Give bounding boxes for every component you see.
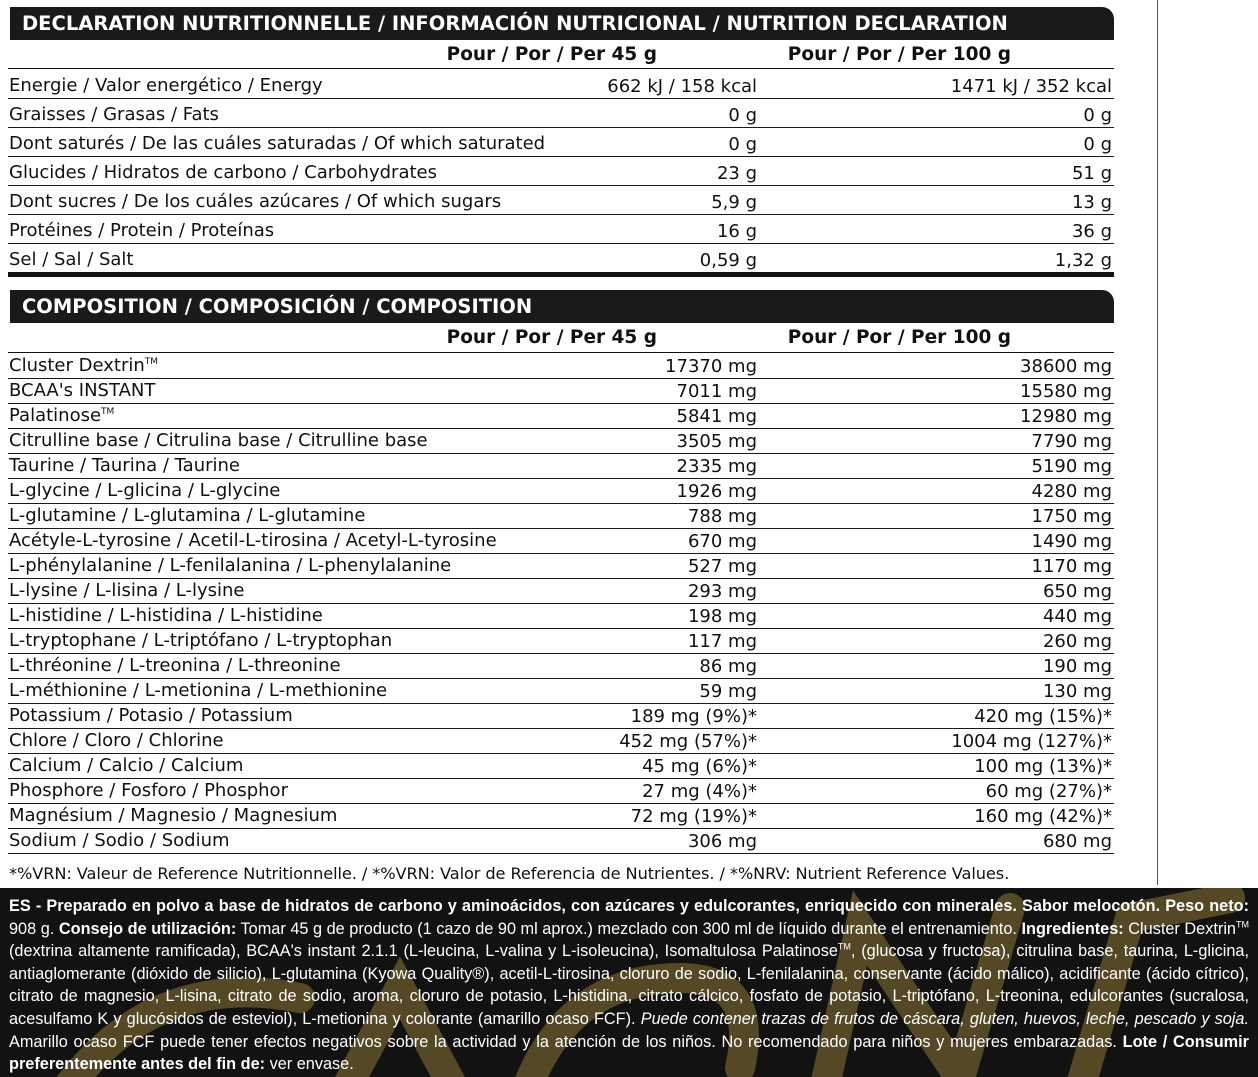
row-label	[9, 830, 230, 851]
table-row	[8, 128, 1114, 157]
value-per-45g: 2335 mg	[676, 456, 757, 477]
row-label	[9, 355, 158, 376]
value-per-45g: 3505 mg	[676, 431, 757, 452]
row-label	[9, 505, 365, 526]
ingredients-panel	[0, 888, 1258, 1077]
row-label	[9, 133, 545, 154]
composition-col-per-45g: Pour / Por / Per 45 g	[446, 327, 657, 348]
trademark-mark: TM	[837, 941, 851, 952]
table-row	[8, 804, 1114, 829]
table-row	[8, 215, 1114, 244]
value-per-45g: 16 g	[716, 221, 757, 242]
row-label-text: Protéines / Protein / Proteínas	[9, 220, 275, 241]
value-per-100g: 36 g	[1071, 221, 1112, 242]
value-per-45g: 198 mg	[687, 606, 757, 627]
value-per-45g: 670 mg	[687, 531, 757, 552]
table-row	[8, 579, 1114, 604]
value-per-45g: 17370 mg	[665, 356, 757, 377]
row-label-text: Energie / Valor energético / Energy	[9, 75, 323, 96]
row-label-text: L-lysine / L-lisina / L-lysine	[9, 580, 245, 601]
value-per-45g: 7011 mg	[676, 381, 757, 402]
ingredients-text-es	[9, 895, 1249, 1076]
value-per-100g: 100 mg (13%)*	[974, 756, 1112, 777]
row-label	[9, 730, 224, 751]
nutrition-col-per-100g: Pour / Por / Per 100 g	[787, 44, 1011, 65]
row-label-text: L-glutamine / L-glutamina / L-glutamine	[9, 505, 366, 526]
row-label-text: Acétyle-L-tyrosine / Acetil-L-tirosina / Acetyl-L-tyrosine	[9, 530, 497, 551]
ingredients-label: Ingredientes:	[1021, 919, 1124, 938]
value-per-100g: 51 g	[1071, 163, 1112, 184]
row-label	[9, 605, 323, 626]
value-per-100g: 12980 mg	[1020, 406, 1112, 427]
value-per-45g: 306 mg	[687, 831, 757, 852]
table-row	[8, 679, 1114, 704]
row-label-text: Calcium / Calcio / Calcium	[9, 755, 244, 776]
value-per-100g: 1471 kJ / 352 kcal	[950, 76, 1112, 97]
lot-label: Lote / Consumir preferentemente antes del fin de:	[9, 1032, 1249, 1074]
allergen-traces: Puede contener trazas de frutos de cáscara, gluten, huevos, leche, pescado y soja.	[640, 1009, 1249, 1028]
value-per-100g: 190 mg	[1042, 656, 1112, 677]
row-label	[9, 680, 387, 701]
row-label-text: BCAA's INSTANT	[9, 380, 156, 401]
divider	[8, 352, 1114, 353]
value-per-45g: 0 g	[728, 134, 757, 155]
value-per-45g: 23 g	[716, 163, 757, 184]
value-per-45g: 662 kJ / 158 kcal	[607, 76, 757, 97]
row-label	[9, 104, 219, 125]
row-label	[9, 530, 497, 551]
value-per-45g: 27 mg (4%)*	[642, 781, 757, 802]
value-per-100g: 260 mg	[1042, 631, 1112, 652]
table-row	[8, 529, 1114, 554]
row-label-text: Palatinose	[9, 405, 102, 426]
row-label	[9, 191, 501, 212]
table-row	[8, 554, 1114, 579]
row-label-text: Dont saturés / De las cuáles saturadas / Of which saturated	[9, 133, 546, 154]
row-label-text: Taurine / Taurina / Taurine	[9, 455, 240, 476]
value-per-45g: 117 mg	[687, 631, 757, 652]
table-row	[8, 629, 1114, 654]
row-label	[9, 755, 243, 776]
value-per-45g: 86 mg	[699, 656, 757, 677]
trademark-mark: TM	[1236, 919, 1249, 930]
value-per-45g: 45 mg (6%)*	[642, 756, 757, 777]
footnote: *%VRN: Valeur de Reference Nutritionnelle. / *%VRN: Valor de Referencia de Nutrientes. / *%NRV: Nutrient Reference Values.	[9, 864, 1010, 883]
row-label	[9, 580, 245, 601]
row-label-text: L-phénylalanine / L-fenilalanina / L-phenylalanine	[9, 555, 452, 576]
table-row	[8, 157, 1114, 186]
row-label	[9, 630, 392, 651]
value-per-100g: 5190 mg	[1031, 456, 1112, 477]
value-per-100g: 15580 mg	[1020, 381, 1112, 402]
row-label	[9, 249, 134, 270]
value-per-45g: 189 mg (9%)*	[630, 706, 757, 727]
row-label	[9, 162, 437, 183]
table-row	[8, 244, 1114, 273]
value-per-100g: 420 mg (15%)*	[974, 706, 1112, 727]
divider-thick	[8, 272, 1114, 277]
trademark-mark: TM	[144, 357, 159, 367]
value-per-100g: 4280 mg	[1031, 481, 1112, 502]
ingredients-text-3: , (glucosa y fructosa), citrulina base, taurina, L-glicina, antiaglomerante (dióxido de silicio), L-glutamina (Kyowa Quality®), acetil-L-tirosina, cloruro de sodio, L-fenilalanina, conservante (ácido málico), acidificante (ácido cítrico), citrato de magnesio, L-lisina, citrato de sodio, aroma, cloruro de potasio, L-histidina, citrato cálcico, fosfato de potasio, L-triptófano, L-treonina, edulcorantes (sucralosa, acesulfamo K y glucósidos de esteviol), L-metionina y colorante (amarillo ocaso FCF).	[9, 942, 1249, 1028]
value-per-45g: 72 mg (19%)*	[630, 806, 757, 827]
row-label	[9, 555, 451, 576]
usage-text: Tomar 45 g de producto (1 cazo de 90 ml aprox.) mezclado con 300 ml de líquido durante el entrenamiento.	[236, 919, 1022, 938]
table-row	[8, 429, 1114, 454]
value-per-100g: 1,32 g	[1054, 250, 1112, 271]
value-per-100g: 440 mg	[1042, 606, 1112, 627]
usage-label: Consejo de utilización:	[58, 919, 237, 938]
value-per-45g: 788 mg	[687, 506, 757, 527]
table-row	[8, 99, 1114, 128]
table-row	[8, 186, 1114, 215]
composition-col-per-100g: Pour / Por / Per 100 g	[787, 327, 1011, 348]
value-per-100g: 1170 mg	[1031, 556, 1112, 577]
row-label-text: Sel / Sal / Salt	[9, 249, 134, 270]
row-label	[9, 380, 155, 401]
value-per-100g: 38600 mg	[1020, 356, 1112, 377]
table-row	[8, 70, 1114, 99]
value-per-45g: 5,9 g	[711, 192, 757, 213]
row-label-text: Cluster Dextrin	[9, 355, 145, 376]
value-per-100g: 13 g	[1071, 192, 1112, 213]
row-label	[9, 480, 280, 501]
row-label	[9, 705, 293, 726]
row-label-text: L-méthionine / L-metionina / L-methionine	[9, 680, 388, 701]
value-per-100g: 680 mg	[1042, 831, 1112, 852]
table-row	[8, 754, 1114, 779]
table-row	[8, 604, 1114, 629]
row-label-text: Dont sucres / De los cuáles azúcares / Of which sugars	[9, 191, 502, 212]
table-row	[8, 354, 1114, 379]
row-label-text: Potassium / Potasio / Potassium	[9, 705, 293, 726]
value-per-45g: 527 mg	[687, 556, 757, 577]
value-per-100g: 1004 mg (127%)*	[951, 731, 1112, 752]
value-per-45g: 0 g	[728, 105, 757, 126]
row-label-text: L-tryptophane / L-triptófano / L-tryptophan	[9, 630, 393, 651]
nutrition-header: DECLARATION NUTRITIONNELLE / INFORMACIÓN NUTRICIONAL / NUTRITION DECLARATION	[10, 7, 1114, 40]
row-label-text: Glucides / Hidratos de carbono / Carbohydrates	[9, 162, 437, 183]
row-label	[9, 655, 341, 676]
table-row	[8, 379, 1114, 404]
value-per-100g: 650 mg	[1042, 581, 1112, 602]
row-label-text: Graisses / Grasas / Fats	[9, 104, 219, 125]
value-per-100g: 60 mg (27%)*	[985, 781, 1112, 802]
table-row	[8, 729, 1114, 754]
lot-text: ver envase.	[265, 1055, 354, 1074]
value-per-45g: 5841 mg	[676, 406, 757, 427]
intro-bold: ES - Preparado en polvo a base de hidratos de carbono y aminoácidos, con azúcares y edulcorantes, enriquecido con minerales. Sabor melocotón. Peso neto:	[9, 897, 1249, 915]
row-label-text: L-histidine / L-histidina / L-histidine	[9, 605, 323, 626]
value-per-100g: 1750 mg	[1031, 506, 1112, 527]
composition-header: COMPOSITION / COMPOSICIÓN / COMPOSITION	[10, 290, 1114, 323]
row-label	[9, 430, 428, 451]
value-per-45g: 1926 mg	[676, 481, 757, 502]
ingredients-text-1: Cluster Dextrin	[1123, 919, 1236, 938]
table-row	[8, 704, 1114, 729]
table-row	[8, 479, 1114, 504]
net-weight: 908 g.	[9, 919, 59, 938]
row-label-text: Citrulline base / Citrulina base / Citrulline base	[9, 430, 428, 451]
row-label-text: L-thréonine / L-treonina / L-threonine	[9, 655, 341, 676]
row-label	[9, 220, 274, 241]
row-label	[9, 405, 114, 426]
trademark-mark: TM	[101, 407, 115, 417]
table-row	[8, 779, 1114, 804]
warning-text: Amarillo ocaso FCF puede tener efectos negativos sobre la actividad y la atención de los niños. No recomendado para niños y mujeres embarazadas.	[9, 1032, 1123, 1051]
row-label	[9, 805, 337, 826]
value-per-45g: 293 mg	[687, 581, 757, 602]
row-label-text: Chlore / Cloro / Chlorine	[9, 730, 224, 751]
row-label	[9, 780, 288, 801]
value-per-45g: 452 mg (57%)*	[619, 731, 757, 752]
table-row	[8, 454, 1114, 479]
value-per-100g: 130 mg	[1042, 681, 1112, 702]
value-per-45g: 0,59 g	[699, 250, 757, 271]
row-label	[9, 75, 323, 96]
nutrition-col-per-45g: Pour / Por / Per 45 g	[446, 44, 657, 65]
ingredients-text-2: (dextrina altamente ramificada), BCAA's instant 2.1.1 (L-leucina, L-valina y L-isoleucina), Isomaltulosa Palatinose	[9, 942, 838, 961]
sheet-edge-line	[1157, 0, 1158, 885]
table-row	[8, 404, 1114, 429]
table-row	[8, 654, 1114, 679]
value-per-45g: 59 mg	[699, 681, 757, 702]
table-row	[8, 829, 1114, 854]
value-per-100g: 160 mg (42%)*	[974, 806, 1112, 827]
value-per-100g: 0 g	[1083, 105, 1112, 126]
row-label-text: Sodium / Sodio / Sodium	[9, 830, 230, 851]
divider	[8, 68, 1114, 69]
value-per-100g: 1490 mg	[1031, 531, 1112, 552]
value-per-100g: 0 g	[1083, 134, 1112, 155]
value-per-100g: 7790 mg	[1031, 431, 1112, 452]
row-label-text: Magnésium / Magnesio / Magnesium	[9, 805, 338, 826]
row-label-text: Phosphore / Fosforo / Phosphor	[9, 780, 288, 801]
table-row	[8, 504, 1114, 529]
row-label-text: L-glycine / L-glicina / L-glycine	[9, 480, 281, 501]
row-label	[9, 455, 240, 476]
